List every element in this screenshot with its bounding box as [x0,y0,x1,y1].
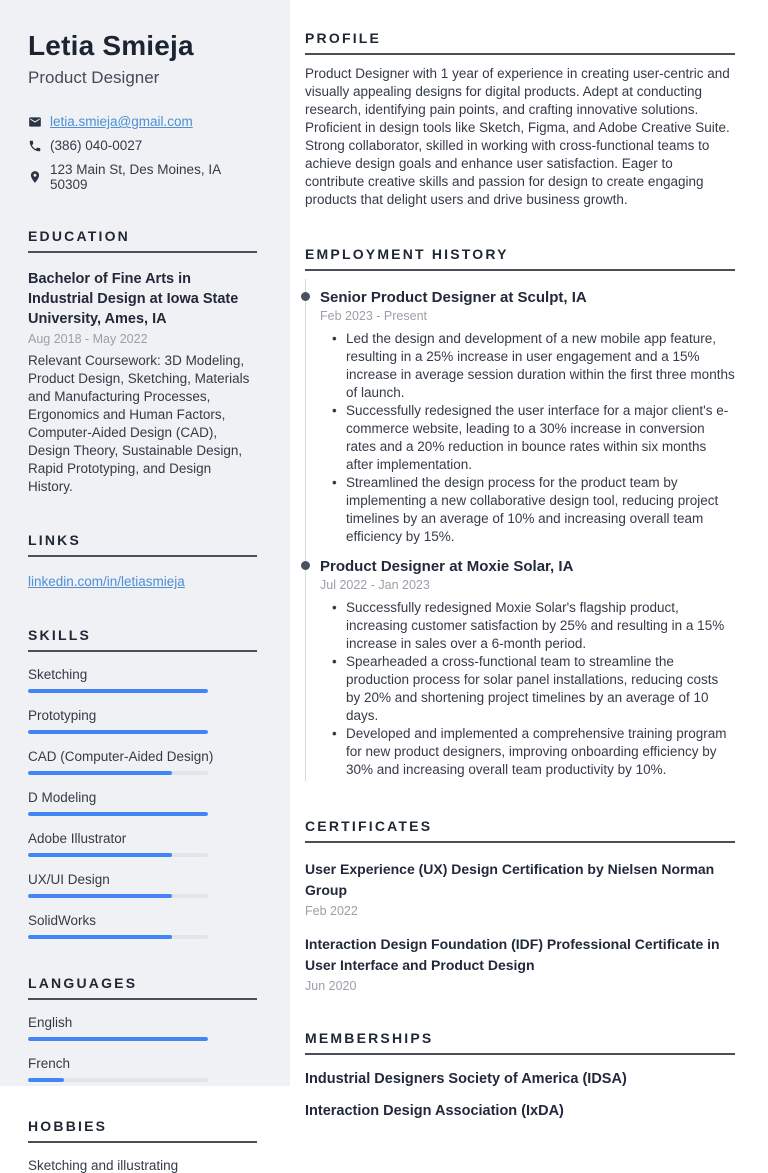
skill-bar [28,935,208,939]
skill-bar-fill [28,894,172,898]
certificate-date: Jun 2020 [305,979,357,993]
skills-heading: SKILLS [28,627,257,652]
contact-block [28,114,257,192]
memberships-section [305,1030,735,1119]
skill-label: UX/UI Design [28,872,110,887]
candidate-name: Letia Smieja [28,30,194,61]
job-entry [306,548,735,781]
skill-item [28,790,257,816]
skill-bar [28,730,208,734]
skill-label: Adobe Illustrator [28,831,127,846]
skill-bar [28,771,208,775]
skill-bar-fill [28,771,172,775]
skill-bar-fill [28,812,208,816]
phone-icon [28,139,42,153]
main-column [290,0,768,1119]
skill-bar [28,812,208,816]
hobbies-section [28,1118,257,1173]
skill-label: Prototyping [28,708,97,723]
profile-heading: PROFILE [305,30,735,55]
email-link[interactable]: letia.smieja@gmail.com [50,114,193,129]
certificate-item [305,934,735,993]
job-bullet-list [320,330,735,546]
employment-timeline [305,279,735,781]
job-bullet-list [320,599,735,779]
email-icon [28,115,42,129]
job-dates: Feb 2023 - Present [320,309,428,323]
employment-section [305,246,735,781]
skill-bar-fill [28,730,208,734]
profile-section [305,30,735,209]
hobby-text: Sketching and illustrating [28,1158,179,1173]
languages-section [28,975,257,1082]
education-section [28,228,257,496]
employment-heading: EMPLOYMENT HISTORY [305,246,735,271]
certificates-heading: CERTIFICATES [305,818,735,843]
skill-bar [28,894,208,898]
language-item [28,1056,257,1082]
language-bar-fill [28,1037,208,1041]
skill-bar [28,689,208,693]
contact-email-row [28,114,257,129]
skill-label: Sketching [28,667,88,682]
certificate-title: User Experience (UX) Design Certification by Nielsen Norman Group [305,861,715,898]
language-bar [28,1078,208,1082]
skills-section [28,627,257,939]
skill-item [28,749,257,775]
language-item [28,1015,257,1041]
language-bar-fill [28,1078,64,1082]
hobbies-heading: HOBBIES [28,1118,257,1143]
skill-item [28,708,257,734]
language-label: English [28,1015,73,1030]
skill-bar-fill [28,689,208,693]
skill-item [28,831,257,857]
languages-heading: LANGUAGES [28,975,257,1000]
education-heading: EDUCATION [28,228,257,253]
skill-bar-fill [28,935,172,939]
skill-item [28,872,257,898]
job-dates: Jul 2022 - Jan 2023 [320,578,430,592]
sidebar [0,0,290,1173]
job-title: Product Designer at Moxie Solar, IA [320,558,574,575]
job-bullet: • Successfully redesigned Moxie Solar's flagship product, increasing customer satisfaction by 25% and resulting in a 15% increase in sales over a 6-month period. [320,599,735,653]
memberships-heading: MEMBERSHIPS [305,1030,735,1055]
membership-item: Interaction Design Association (IxDA) [305,1103,564,1119]
job-bullet: • Successfully redesigned the user interface for a major client's e-commerce website, leading to a 30% increase in conversion rates and a 20% reduction in bounce rates within six months after implementation. [320,402,735,474]
links-section [28,532,257,591]
job-title: Senior Product Designer at Sculpt, IA [320,289,587,306]
education-dates: Aug 2018 - May 2022 [28,332,148,346]
timeline-dot [301,561,310,570]
language-label: French [28,1056,71,1071]
certificate-item [305,859,735,918]
skill-label: CAD (Computer-Aided Design) [28,749,214,764]
skill-label: D Modeling [28,790,97,805]
location-pin-icon [28,170,42,184]
language-bar [28,1037,208,1041]
job-bullet: • Spearheaded a cross-functional team to streamline the production process for solar panel installations, reducing costs by 20% and shortening project timelines by an average of 10 days. [320,653,735,725]
job-bullet: • Led the design and development of a new mobile app feature, resulting in a 25% increase in user engagement and a 15% increase in average session duration within the first three months of launch. [320,330,735,402]
links-heading: LINKS [28,532,257,557]
profile-text: Product Designer with 1 year of experience in creating user-centric and visually appealing designs for digital products. Adept at conducting research, identifying pain points, and crafting innovative solutions. Proficient in design tools like Sketch, Figma, and Adobe Creative Suite. Strong collaborator, skilled in working with cross-functional teams to achieve design goals and enhance user satisfaction. Eager to contribute creative skills and passion for design to create engaging products that delight users and drive business growth. [305,66,730,207]
certificate-date: Feb 2022 [305,904,358,918]
skill-bar-fill [28,853,172,857]
timeline-dot [301,292,310,301]
link-item [28,573,257,591]
linkedin-link[interactable]: linkedin.com/in/letiasmieja [28,574,185,589]
candidate-title: Product Designer [28,68,160,87]
job-entry [306,279,735,548]
skill-item [28,913,257,939]
membership-item: Industrial Designers Society of America (IDSA) [305,1071,627,1087]
contact-phone-row [28,138,257,153]
phone-number: (386) 040-0027 [50,138,143,153]
address: 123 Main St, Des Moines, IA 50309 [50,162,221,192]
certificate-title: Interaction Design Foundation (IDF) Professional Certificate in User Interface and Product Design [305,936,720,973]
education-degree: Bachelor of Fine Arts in Industrial Design at Iowa State University, Ames, IA [28,271,239,327]
job-bullet: • Developed and implemented a comprehensive training program for new product designers, improving onboarding efficiency by 30% and increasing overall team productivity by 10%. [320,725,735,779]
contact-address-row [28,162,257,192]
skill-bar [28,853,208,857]
education-description: Relevant Coursework: 3D Modeling, Product Design, Sketching, Materials and Manufacturing Processes, Ergonomics and Human Factors, Computer-Aided Design (CAD), Design Theory, Sustainable Design, Rapid Prototyping, and Design History. [28,353,250,494]
certificates-section [305,818,735,993]
skill-label: SolidWorks [28,913,97,928]
job-bullet: • Streamlined the design process for the product team by implementing a new collaborative design tool, reducing project timelines by an average of 10% and increasing overall team efficiency by 15%. [320,474,735,546]
skill-item [28,667,257,693]
